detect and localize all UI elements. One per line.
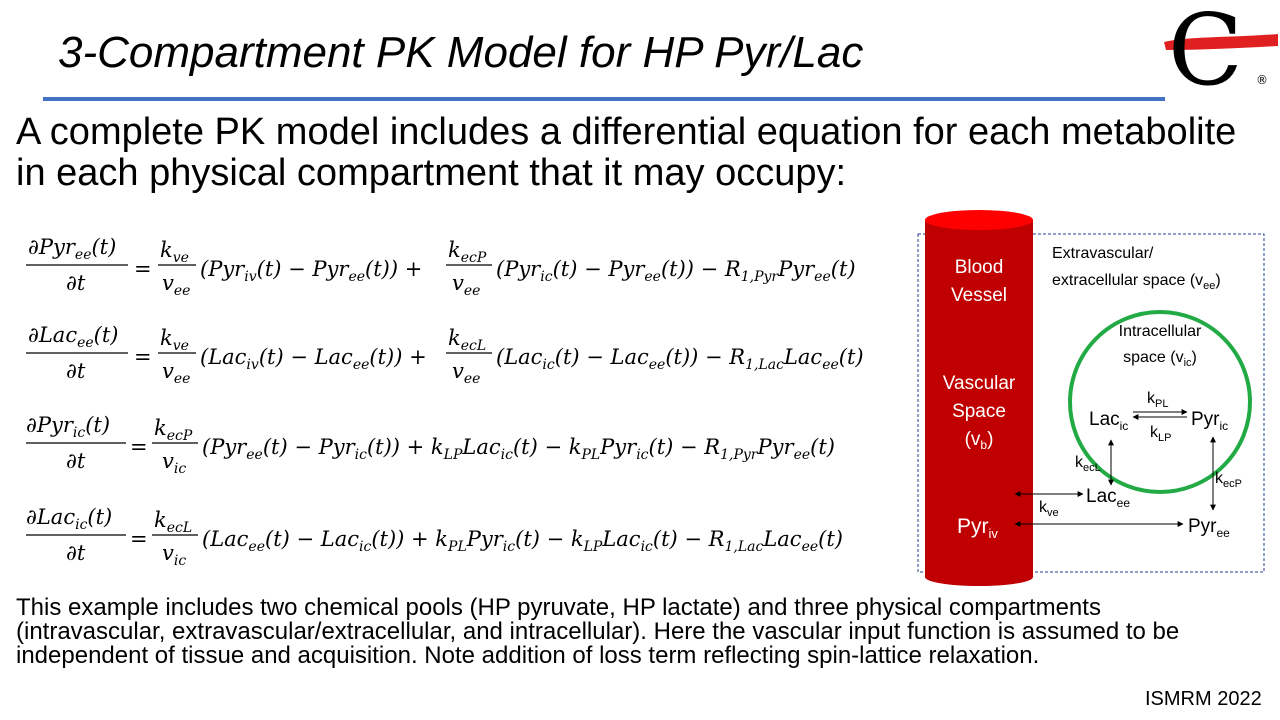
svg-text:vic: $v_{ic}$ xyxy=(162,449,187,477)
svg-text:kecL: $k_{ecL}$ xyxy=(154,508,193,536)
k-lp-label: $k_{LP}$ xyxy=(1150,424,1172,444)
svg-text:kve: $k_{ve}$ xyxy=(160,238,189,266)
eq1-f1-num: k xyxy=(160,238,173,262)
svg-text:vic: $v_{ic}$ xyxy=(162,541,187,569)
svg-text:=: = xyxy=(130,527,148,551)
compartment-diagram xyxy=(915,205,1275,590)
lac-ee-label: Lac$_{ee}$ xyxy=(1086,486,1130,510)
pyr-ee-label: Pyr$_{ee}$ xyxy=(1188,516,1230,540)
pyr-iv-label: Pyr$_{iv}$ xyxy=(957,515,998,541)
equation-pyr-ic xyxy=(26,413,835,477)
conference-footer: ISMRM 2022 xyxy=(1145,688,1262,710)
pyr-ic-label: Pyr$_{ic}$ xyxy=(1191,409,1229,433)
explanation-paragraph: This example includes two chemical pools (HP pyruvate, HP lactate) and three physical compartments (intravascular, extravascular/extracellular, and intracellular). Here the vascular input function is assumed to be independent of tissue and acquisition. Note addition of loss term reflecting spin-lattice relaxation. xyxy=(16,594,1180,669)
svg-text:vee: $v_{ee}$ xyxy=(452,359,481,387)
k-ecl-label: $k_{ecL}$ xyxy=(1075,454,1101,474)
eq1-lhs-den: ∂t xyxy=(66,271,86,295)
blood-label: Blood xyxy=(954,257,1004,278)
vascular-label: Vascular xyxy=(942,373,1016,394)
title-divider xyxy=(43,97,1165,101)
extracellular-label: extracellular space $(v_{ee})$ xyxy=(1052,272,1221,292)
space-label: Space xyxy=(952,401,1006,422)
svg-text:=: = xyxy=(134,345,152,369)
svg-text:∂Pyree(t): ∂Pyr$_{ee}$(t) xyxy=(28,235,117,263)
vessel-top xyxy=(925,210,1033,230)
vb-label: $(v_b)$ xyxy=(964,429,994,452)
extravascular-label: Extravascular/ xyxy=(1052,245,1154,262)
slide-title: 3-Compartment PK Model for HP Pyr/Lac xyxy=(58,28,864,77)
svg-text:∂t: ∂t xyxy=(66,359,86,383)
svg-text:(Lacee(t) − Lacic(t)) + kPLPyr: $(Lac_{ee}(t) - Lac_{ic}(t)) + k_{PL}Pyr_{ic}(t) - k_{LP}Lac_{ic}(t) - R_{1,Lac}Lac_{ee}(t)$ xyxy=(202,527,843,555)
svg-text:kecP: $k_{ecP}$ xyxy=(154,416,193,444)
intro-paragraph: A complete PK model includes a differential equation for each metabolite in each physical compartment that it may occupy: xyxy=(16,111,1237,194)
svg-text:kve: $k_{ve}$ xyxy=(160,326,189,354)
equation-lac-ic xyxy=(26,505,843,569)
equations-block xyxy=(22,232,902,572)
svg-text:∂t: ∂t xyxy=(66,541,86,565)
svg-text:vee: $v_{ee}$ xyxy=(452,271,481,299)
svg-text:(Pyriv(t) − Pyree(t)) +: (Pyr$_{iv}$(t) − Pyr$_{ee}$(t)) + xyxy=(200,257,423,285)
logo-registered-mark: ® xyxy=(1256,73,1268,87)
vessel-label: Vessel xyxy=(951,285,1007,306)
k-pl-label: $k_{PL}$ xyxy=(1147,390,1169,410)
k-ecp-label: $k_{ecP}$ xyxy=(1215,470,1242,490)
svg-text:∂Lacic(t): ∂Lac$_{ic}$(t) xyxy=(26,505,113,533)
svg-text:kecL: $k_{ecL}$ xyxy=(448,326,487,354)
k-ve-label: $k_{ve}$ xyxy=(1039,499,1059,519)
svg-text:(Pyree(t) − Pyric(t)) + kLPLac: $(Pyr_{ee}(t) - Pyr_{ic}(t)) + k_{LP}Lac_{ic}(t) - k_{PL}Pyr_{ic}(t) - R_{1,Pyr}Pyr_{ee}(t)$ xyxy=(202,435,835,463)
svg-text:(Pyric(t) − Pyree(t)) − R1,Pyr: $(Pyr_{ic}(t) - Pyr_{ee}(t)) - R_{1,Pyr}Pyr_{ee}(t)$ xyxy=(496,257,856,285)
equation-lac-ee xyxy=(26,323,864,387)
svg-text:(Lacic(t) − Lacee(t)) − R1,Lac: $(Lac_{ic}(t) - Lac_{ee}(t)) - R_{1,Lac}Lac_{ee}(t)$ xyxy=(496,345,864,373)
svg-text:∂Lacee(t): ∂Lac$_{ee}$(t) xyxy=(28,323,119,351)
svg-text:=: = xyxy=(134,257,152,281)
logo-letter: C xyxy=(1168,0,1243,92)
svg-text:∂Pyric(t): ∂Pyr$_{ic}$(t) xyxy=(26,413,111,441)
equation-pyr-ee xyxy=(26,235,856,299)
eq1-lhs-num: ∂Pyr xyxy=(28,235,75,259)
svg-text:vee: $v_{ee}$ xyxy=(162,359,191,387)
svg-text:vee: $v_{ee}$ xyxy=(162,271,191,299)
svg-text:∂t: ∂t xyxy=(66,449,86,473)
intracellular-space-label: space $(v_{ic})$ xyxy=(1123,349,1197,369)
institution-logo xyxy=(1160,0,1280,92)
svg-text:kecP: $k_{ecP}$ xyxy=(448,238,487,266)
svg-text:(Laciv(t) − Lacee(t)) +: (Lac$_{iv}$(t) − Lac$_{ee}$(t)) + xyxy=(200,345,427,373)
lac-ic-label: Lac$_{ic}$ xyxy=(1089,409,1129,433)
intracellular-label: Intracellular xyxy=(1118,323,1202,340)
svg-text:=: = xyxy=(130,435,148,459)
